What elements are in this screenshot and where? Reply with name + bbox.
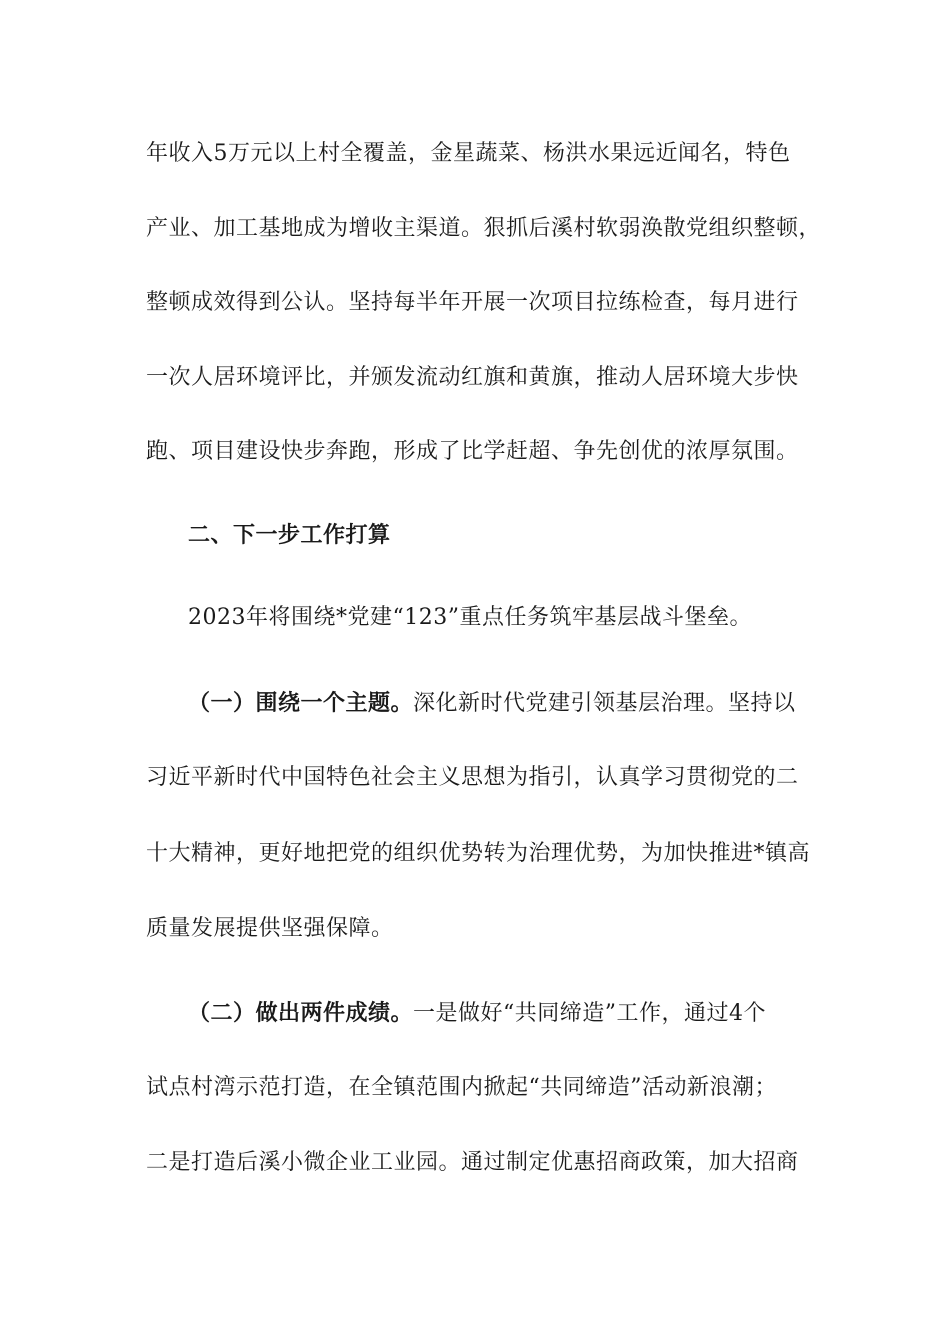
- item2-label: （二）做出两件成绩。: [188, 1000, 414, 1026]
- paragraph-line: 质量发展提供坚强保障。: [146, 916, 394, 941]
- intro-line: 2023年将围绕*党建“123”重点任务筑牢基层战斗堡垒。: [188, 605, 752, 630]
- section-heading: 二、下一步工作打算: [188, 522, 391, 548]
- paragraph-line: 跑、项目建设快步奔跑，形成了比学赶超、争先创优的浓厚氛围。: [146, 439, 799, 464]
- paragraph-line: 习近平新时代中国特色社会主义思想为指引，认真学习贯彻党的二: [146, 765, 799, 790]
- item1-label: （一）围绕一个主题。: [188, 690, 414, 716]
- paragraph-line: 试点村湾示范打造，在全镇范围内掀起“共同缔造”活动新浪潮；: [146, 1075, 777, 1100]
- paragraph-line: 整顿成效得到公认。坚持每半年开展一次项目拉练检查，每月进行: [146, 290, 799, 315]
- item1-text: 深化新时代党建引领基层治理。坚持以: [413, 691, 796, 716]
- item1-line: [188, 683, 848, 723]
- item2-text: 一是做好“共同缔造”工作，通过4个: [413, 1001, 767, 1026]
- paragraph-line: 二是打造后溪小微企业工业园。通过制定优惠招商政策，加大招商: [146, 1150, 799, 1175]
- paragraph-line: 产业、加工基地成为增收主渠道。狠抓后溪村软弱涣散党组织整顿，: [146, 216, 822, 241]
- paragraph-line: 一次人居环境评比，并颁发流动红旗和黄旗，推动人居环境大步快: [146, 365, 799, 390]
- paragraph-line: 十大精神，更好地把党的组织优势转为治理优势，为加快推进*镇高: [146, 841, 811, 866]
- paragraph-line: 年收入5万元以上村全覆盖，金星蔬菜、杨洪水果远近闻名，特色: [146, 141, 791, 166]
- item2-line: [188, 993, 848, 1033]
